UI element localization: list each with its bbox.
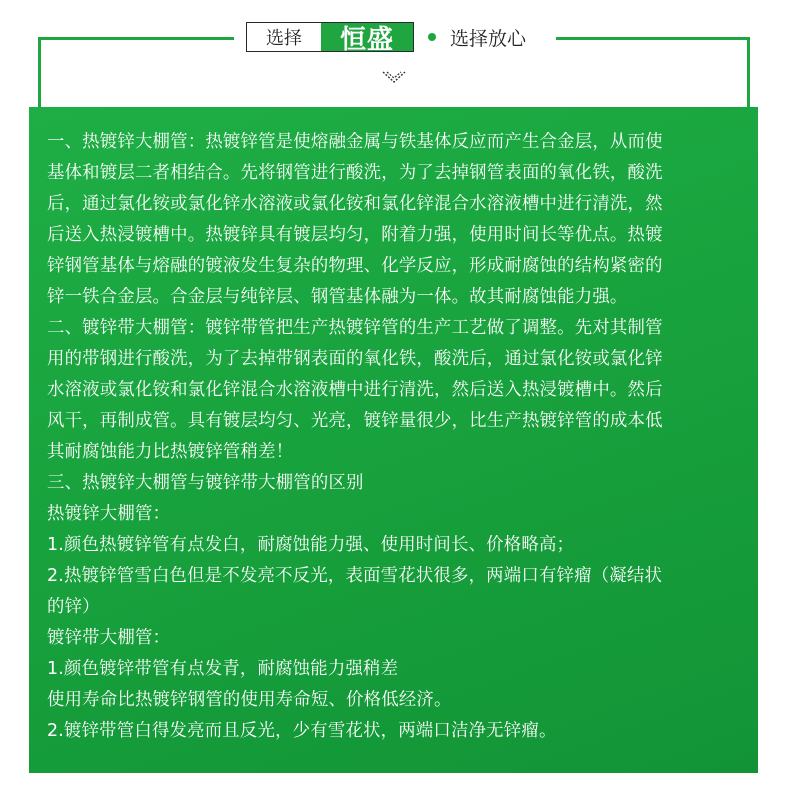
dot-icon bbox=[428, 33, 436, 41]
chevron-down-icon bbox=[381, 68, 407, 88]
text-line: 后，通过氯化铵或氯化锌水溶液或氯化铵和氯化锌混合水溶液槽中进行清洗，然 bbox=[47, 194, 663, 214]
text-line: 2.镀锌带管白得发亮而且反光，少有雪花状，两端口洁净无锌瘤。 bbox=[47, 721, 557, 741]
text-line: 锌一铁合金层。合金层与纯锌层、钢管基体融为一体。故其耐腐蚀能力强。 bbox=[47, 287, 628, 307]
text-line: 后送入热浸镀槽中。热镀锌具有镀层均匀，附着力强，使用时间长等优点。热镀 bbox=[47, 225, 663, 245]
text-line: 锌钢管基体与熔融的镀液发生复杂的物理、化学反应，形成耐腐蚀的结构紧密的 bbox=[47, 256, 663, 276]
text-line: 1.颜色镀锌带管有点发青，耐腐蚀能力强稍差 bbox=[47, 659, 399, 679]
text-line: 基体和镀层二者相结合。先将钢管进行酸洗，为了去掉钢管表面的氧化铁，酸洗 bbox=[47, 163, 663, 183]
text-line: 用的带钢进行酸洗，为了去掉带钢表面的氧化铁，酸洗后，通过氯化铵或氯化锌 bbox=[47, 349, 663, 369]
brand-name: 恒盛 bbox=[321, 23, 413, 51]
text-line: 使用寿命比热镀锌钢管的使用寿命短、价格低经济。 bbox=[47, 690, 452, 710]
text-line: 风干，再制成管。具有镀层均匀、光亮，镀锌量很少，比生产热镀锌管的成本低 bbox=[47, 411, 663, 431]
frame-top-right-border bbox=[556, 37, 750, 40]
frame-top-left-border bbox=[38, 37, 234, 40]
text-line: 的锌） bbox=[47, 597, 100, 617]
text-line: 其耐腐蚀能力比热镀锌管稍差！ bbox=[47, 442, 294, 462]
header-left-label: 选择 bbox=[247, 23, 321, 51]
text-line: 水溶液或氯化铵和氯化锌混合水溶液槽中进行清洗，然后送入热浸镀槽中。然后 bbox=[47, 380, 663, 400]
section-header bbox=[246, 22, 527, 55]
subheading: 热镀锌大棚管： bbox=[47, 504, 171, 524]
header-tagline: 选择放心 bbox=[450, 27, 527, 50]
frame-left-border bbox=[38, 37, 41, 107]
frame-right-border bbox=[747, 37, 750, 107]
text-line: 1.颜色热镀锌管有点发白，耐腐蚀能力强、使用时间长、价格略高； bbox=[47, 535, 575, 555]
brand-pill bbox=[246, 22, 414, 55]
content-panel bbox=[29, 107, 758, 773]
text-line: 二、镀锌带大棚管：镀锌带管把生产热镀锌管的生产工艺做了调整。先对其制管 bbox=[47, 318, 663, 338]
section-heading: 三、热镀锌大棚管与镀锌带大棚管的区别 bbox=[47, 473, 364, 493]
text-line: 2.热镀锌管雪白色但是不发亮不反光，表面雪花状很多，两端口有锌瘤（凝结状 bbox=[47, 566, 663, 586]
subheading: 镀锌带大棚管： bbox=[47, 628, 171, 648]
text-line: 一、热镀锌大棚管：热镀锌管是使熔融金属与铁基体反应而产生合金层，从而使 bbox=[47, 132, 663, 152]
